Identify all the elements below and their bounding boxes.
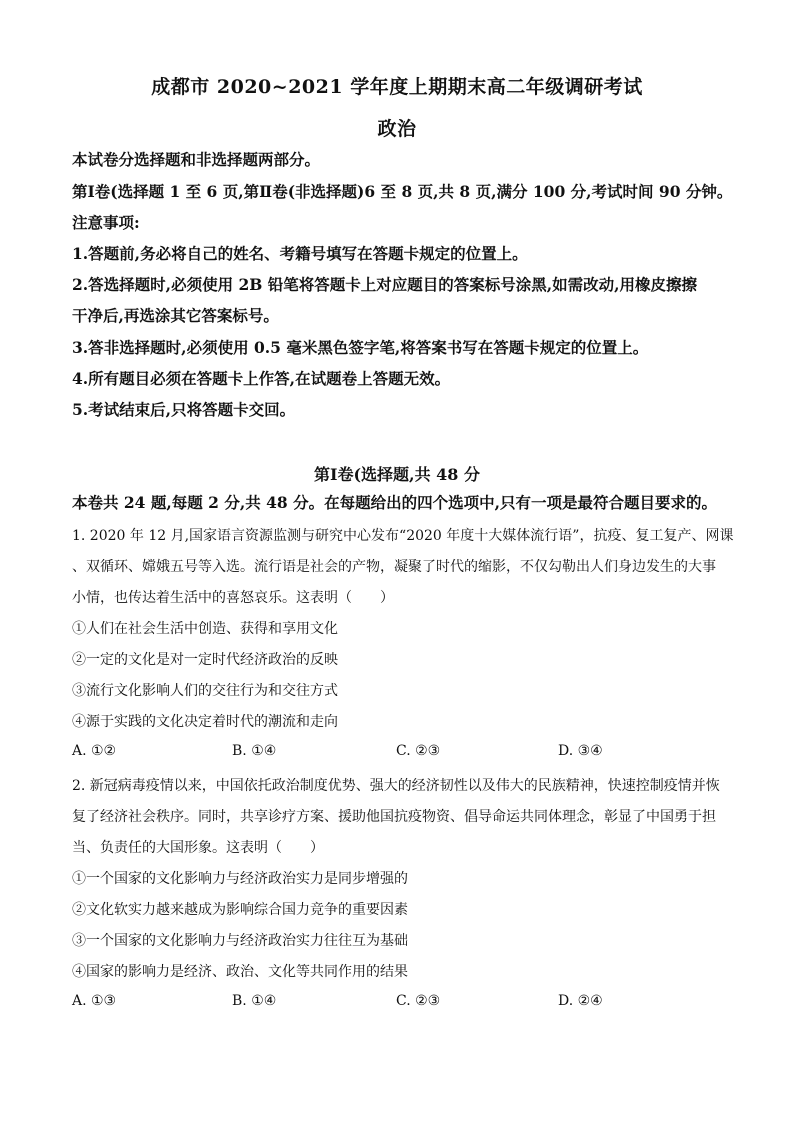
question-1-stem-line-1: 1. 2020 年 12 月,国家语言资源监测与研究中心发布“2020 年度十大媒体流行语”，抗疫、复工复产、网课: [72, 528, 734, 544]
rule-2-cont: 干净后,再选涂其它答案标号。: [72, 306, 279, 325]
intro-line-2: 第Ⅰ卷(选择题 1 至 6 页,第Ⅱ卷(非选择题)6 至 8 页,共 8 页,满分 100 分,考试时间 90 分钟。: [72, 182, 733, 201]
question-1-stem-line-2: 、双循环、嫦娥五号等入选。流行语是社会的产物，凝聚了时代的缩影，不仅勾勒出人们身边发生的大事: [72, 559, 716, 575]
rule-3: 3.答非选择题时,必须使用 0.5 毫米黑色签字笔,将答案书写在答题卡规定的位置上。: [72, 338, 649, 357]
question-2-item-3: ③一个国家的文化影响力与经济政治实力往往互为基础: [72, 933, 408, 949]
question-2-item-1: ①一个国家的文化影响力与经济政治实力是同步增强的: [72, 871, 408, 887]
question-1-item-3: ③流行文化影响人们的交往行为和交往方式: [72, 683, 338, 699]
question-1-item-2: ②一定的文化是对一定时代经济政治的反映: [72, 652, 338, 668]
question-2-item-2: ②文化软实力越来越成为影响综合国力竞争的重要因素: [72, 902, 408, 918]
question-2-stem-line-1: 2. 新冠病毒疫情以来，中国依托政治制度优势、强大的经济韧性以及伟大的民族精神，快速控制疫情并恢: [72, 778, 720, 794]
question-1-choice-d: D. ③④: [558, 743, 603, 759]
question-1-choice-c: C. ②③: [396, 743, 441, 759]
exam-title: 成都市 2020~2021 学年度上期期末高二年级调研考试: [151, 76, 643, 98]
subject-title: 政治: [377, 118, 417, 140]
rule-1: 1.答题前,务必将自己的姓名、考籍号填写在答题卡规定的位置上。: [72, 244, 528, 263]
section-title: 第Ⅰ卷(选择题,共 48 分: [313, 465, 481, 484]
question-2-choice-d: D. ②④: [558, 993, 603, 1009]
question-2-stem-line-3: 当、负责任的大国形象。这表明（ ）: [72, 840, 324, 856]
rule-4: 4.所有题目必须在答题卡上作答,在试题卷上答题无效。: [72, 369, 451, 388]
intro-line-1: 本试卷分选择题和非选择题两部分。: [72, 150, 321, 169]
notice-heading: 注意事项:: [72, 213, 140, 232]
question-2-choice-b: B. ①④: [232, 993, 277, 1009]
question-2-item-4: ④国家的影响力是经济、政治、文化等共同作用的结果: [72, 964, 408, 980]
question-1-choice-a: A. ①②: [72, 743, 117, 759]
rule-2: 2.答选择题时,必须使用 2B 铅笔将答题卡上对应题目的答案标号涂黑,如需改动,用橡皮擦擦: [72, 275, 698, 294]
question-1-stem-line-3: 小情，也传达着生活中的喜怒哀乐。这表明（ ）: [72, 590, 394, 606]
question-1-item-4: ④源于实践的文化决定着时代的潮流和走向: [72, 714, 338, 730]
question-2-choice-c: C. ②③: [396, 993, 441, 1009]
question-2-choice-a: A. ①③: [72, 993, 117, 1009]
section-instruction: 本卷共 24 题,每题 2 分,共 48 分。在每题给出的四个选项中,只有一项是最符合题目要求的。: [72, 493, 717, 512]
question-1-choice-b: B. ①④: [232, 743, 277, 759]
question-2-stem-line-2: 复了经济社会秩序。同时，共享诊疗方案、援助他国抗疫物资、倡导命运共同体理念，彰显了中国勇于担: [72, 809, 716, 825]
question-1-item-1: ①人们在社会生活中创造、获得和享用文化: [72, 621, 338, 637]
rule-5: 5.考试结束后,只将答题卡交回。: [72, 400, 296, 419]
